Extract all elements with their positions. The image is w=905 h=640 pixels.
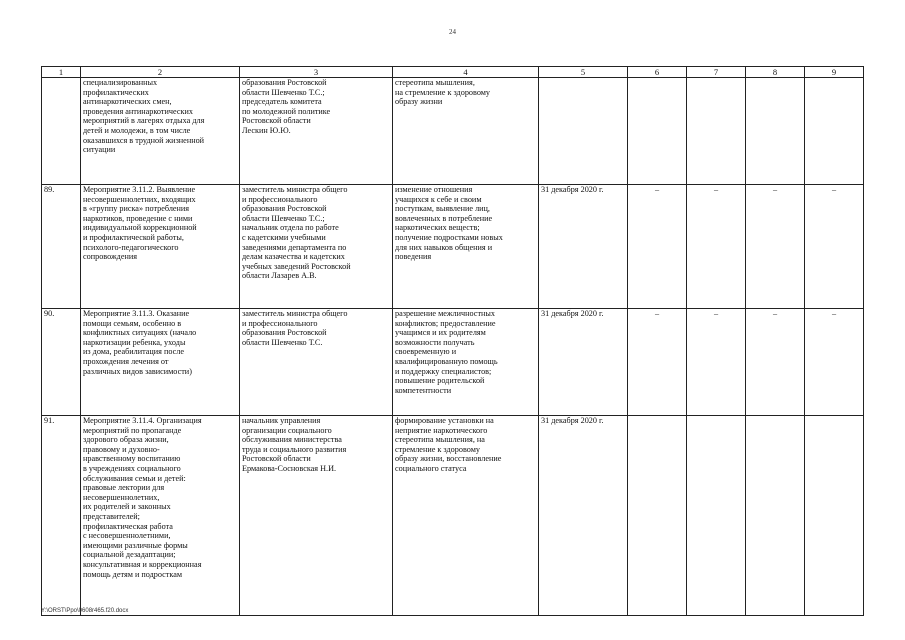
responsible-cell: образования Ростовской области Шевченко Т.С.; председатель комитета по молодежной политике Ростовской области Лескин Ю.Ю. — [240, 78, 393, 185]
column-header: 7 — [687, 67, 746, 78]
result-cell: изменение отношения учащихся к себе и своим поступкам, выявление лиц, вовлеченных в потребление наркотических веществ; получение подростками новых для них навыков общения и поведения — [393, 185, 539, 309]
result-cell: формирование установки на неприятие наркотического стереотипа мышления, на стремление к здоровому образу жизни, восстановление социального статуса — [393, 416, 539, 616]
column-number-header-row — [42, 67, 864, 78]
column-header: 2 — [81, 67, 240, 78]
column-header: 5 — [539, 67, 628, 78]
col9-cell — [805, 78, 864, 185]
col6-cell — [628, 416, 687, 616]
row-number — [42, 78, 81, 185]
measure-cell: Мероприятие 3.11.3. Оказание помощи семьям, особенно в конфликтных ситуациях (начало наркотизации ребенка, уходы из дома, реабилитация после прохождения лечения от различных видов зависимости) — [81, 309, 240, 416]
column-header: 1 — [42, 67, 81, 78]
row-number: 89. — [42, 185, 81, 309]
col9-cell: – — [805, 309, 864, 416]
result-cell: разрешение межличностных конфликтов; предоставление учащимся и их родителям возможности получать своевременную и квалифицированную помощь и поддержку специалистов; повышение родительской компетентности — [393, 309, 539, 416]
column-header: 9 — [805, 67, 864, 78]
row-number: 90. — [42, 309, 81, 416]
table-row — [42, 185, 864, 309]
measures-table — [41, 66, 864, 616]
col7-cell: – — [687, 185, 746, 309]
col8-cell — [746, 416, 805, 616]
measure-cell: Мероприятие 3.11.4. Организация мероприятий по пропаганде здорового образа жизни, правовому и духовно- нравственному воспитанию в учреждениях социального обслуживания семьи и детей: правовые лектории для несовершеннолетних, их родителей и законных представителей; профилактическая работа с несовершеннолетними, имеющими различные формы социальной дезадаптации; консультативная и коррекционная помощь детям и подросткам — [81, 416, 240, 616]
col6-cell: – — [628, 185, 687, 309]
col8-cell: – — [746, 309, 805, 416]
table-row — [42, 416, 864, 616]
responsible-cell: начальник управления организации социального обслуживания министерства труда и социального развития Ростовской области Ермакова-Сосновская Н.И. — [240, 416, 393, 616]
column-header: 4 — [393, 67, 539, 78]
column-header: 8 — [746, 67, 805, 78]
col7-cell — [687, 416, 746, 616]
column-header: 3 — [240, 67, 393, 78]
deadline-cell: 31 декабря 2020 г. — [539, 309, 628, 416]
deadline-cell — [539, 78, 628, 185]
result-cell: стереотипа мышления, на стремление к здоровому образу жизни — [393, 78, 539, 185]
column-header: 6 — [628, 67, 687, 78]
measure-cell: специализированных профилактических антинаркотических смен, проведения антинаркотических мероприятий в лагерях отдыха для детей и молодежи, в том числе оказавшихся в трудной жизненной ситуации — [81, 78, 240, 185]
table-row — [42, 309, 864, 416]
col6-cell — [628, 78, 687, 185]
col8-cell: – — [746, 185, 805, 309]
responsible-cell: заместитель министра общего и профессионального образования Ростовской области Шевченко Т.С. — [240, 309, 393, 416]
col6-cell: – — [628, 309, 687, 416]
col9-cell — [805, 416, 864, 616]
table-row — [42, 78, 864, 185]
page-number: 24 — [449, 28, 456, 36]
deadline-cell: 31 декабря 2020 г. — [539, 416, 628, 616]
col7-cell — [687, 78, 746, 185]
col9-cell: – — [805, 185, 864, 309]
deadline-cell: 31 декабря 2020 г. — [539, 185, 628, 309]
col8-cell — [746, 78, 805, 185]
file-path-footer: Y:\ORST\Ppo\0608r465.f20.docx — [41, 608, 129, 614]
row-number: 91. — [42, 416, 81, 616]
measure-cell: Мероприятие 3.11.2. Выявление несовершеннолетних, входящих в «группу риска» потребления наркотиков, проведение с ними индивидуальной коррекционной и профилактической работы, психолого-педагогического сопровождения — [81, 185, 240, 309]
col7-cell: – — [687, 309, 746, 416]
responsible-cell: заместитель министра общего и профессионального образования Ростовской области Шевченко Т.С.; начальник отдела по работе с кадетскими учебными заведениями департамента по делам казачества и кадетских учебных заведений Ростовской области Лазарев А.В. — [240, 185, 393, 309]
